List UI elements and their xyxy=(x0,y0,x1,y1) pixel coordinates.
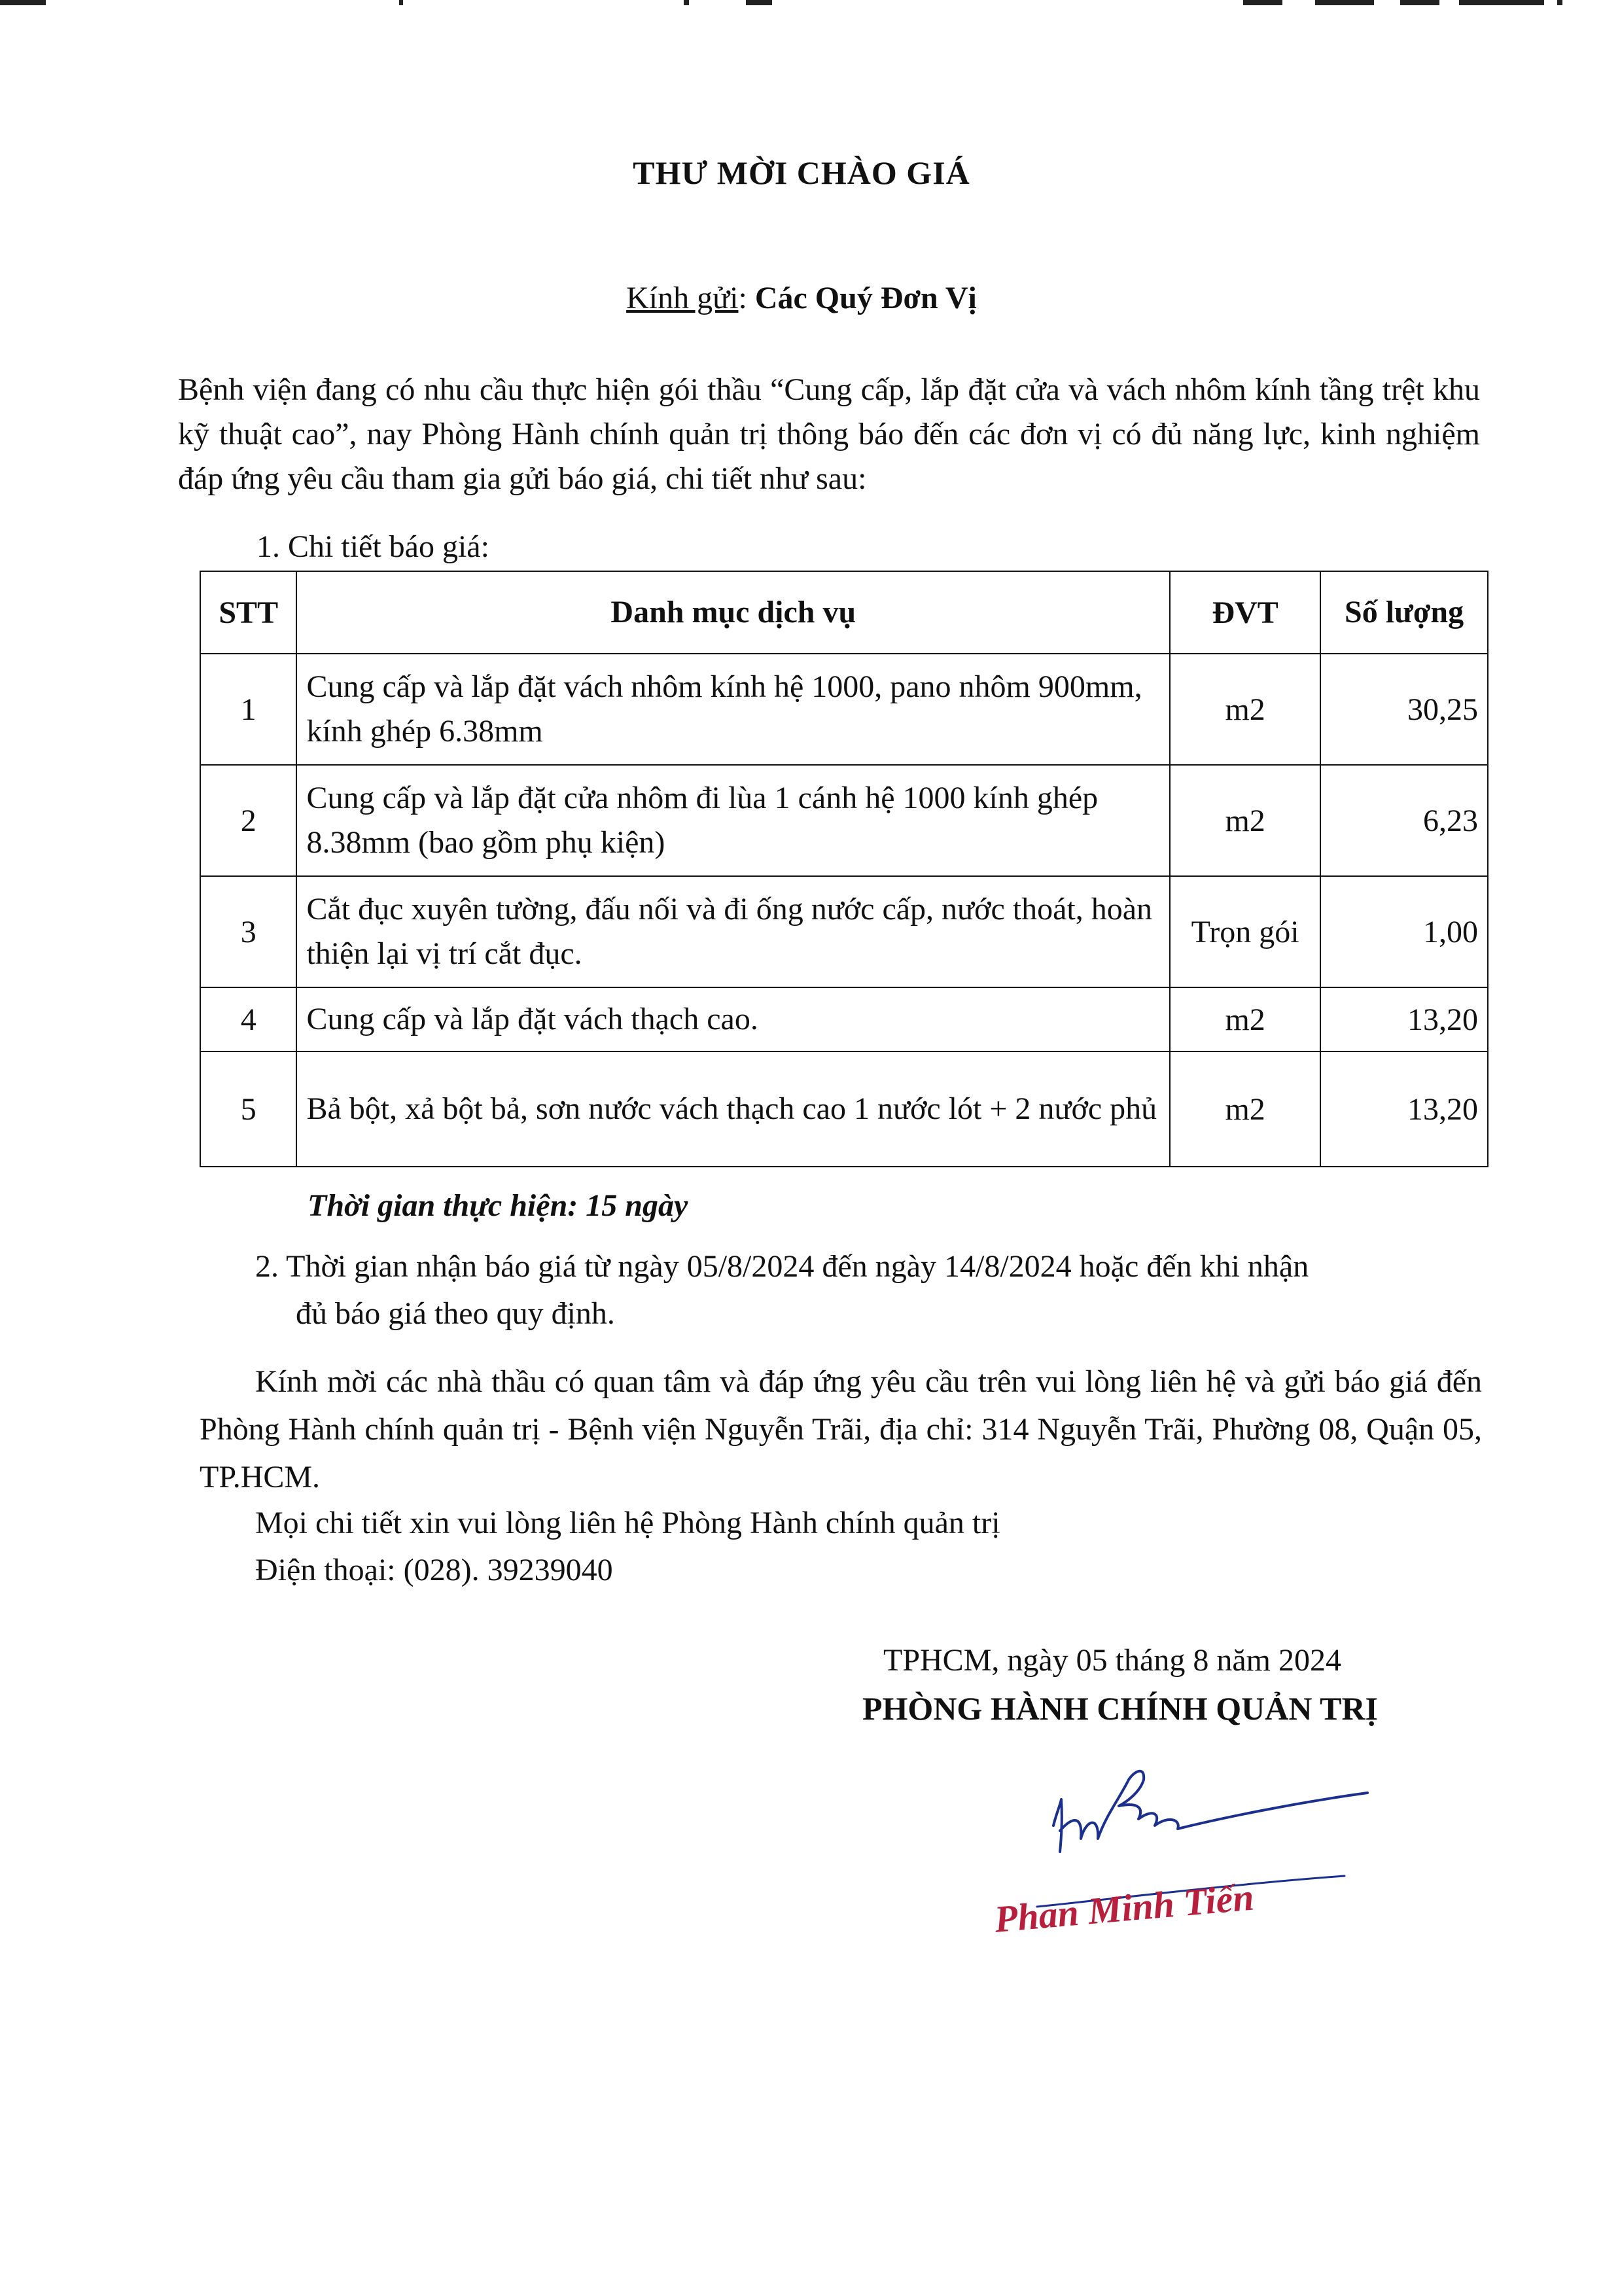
cell-qty: 1,00 xyxy=(1320,876,1488,987)
invitation-paragraph: Kính mời các nhà thầu có quan tâm và đáp ứng yêu cầu trên vui lòng liên hệ và gửi báo giá đến Phòng Hành chính quản trị - Bệnh viện Nguyễn Trãi, địa chỉ: 314 Nguyễn Trãi, Phường 08, Quận 05, TP.HCM. xyxy=(200,1364,1482,1494)
item2-paragraph xyxy=(255,1243,1485,1337)
execution-duration: Thời gian thực hiện: 15 ngày xyxy=(308,1188,688,1223)
greeting-colon: : xyxy=(738,281,755,315)
cell-qty: 30,25 xyxy=(1320,654,1488,765)
header-qty: Số lượng xyxy=(1320,571,1488,654)
cell-unit: m2 xyxy=(1170,987,1320,1051)
cell-unit: m2 xyxy=(1170,765,1320,876)
cell-unit: Trọn gói xyxy=(1170,876,1320,987)
greeting xyxy=(0,280,1603,316)
table-row xyxy=(200,654,1488,765)
cell-stt: 3 xyxy=(200,876,296,987)
greeting-label: Kính gửi xyxy=(626,281,739,315)
cell-name: Cắt đục xuyên tường, đấu nối và đi ống nước cấp, nước thoát, hoàn thiện lại vị trí cắt đục. xyxy=(296,876,1170,987)
cell-unit: m2 xyxy=(1170,1051,1320,1167)
document-title: THƯ MỜI CHÀO GIÁ xyxy=(633,154,970,191)
item2-line1: 2. Thời gian nhận báo giá từ ngày 05/8/2024 đến ngày 14/8/2024 hoặc đến khi nhận xyxy=(255,1249,1309,1284)
header-stt: STT xyxy=(200,571,296,654)
cell-name: Cung cấp và lắp đặt cửa nhôm đi lùa 1 cánh hệ 1000 kính ghép 8.38mm (bao gồm phụ kiện) xyxy=(296,765,1170,876)
table-row xyxy=(200,1051,1488,1167)
table-header-row xyxy=(200,571,1488,654)
cell-stt: 2 xyxy=(200,765,296,876)
cell-qty: 6,23 xyxy=(1320,765,1488,876)
cell-qty: 13,20 xyxy=(1320,987,1488,1051)
item2-line2: đủ báo giá theo quy định. xyxy=(296,1296,615,1331)
cell-name: Cung cấp và lắp đặt vách nhôm kính hệ 1000, pano nhôm 900mm, kính ghép 6.38mm xyxy=(296,654,1170,765)
handwritten-signature xyxy=(1021,1754,1374,1871)
department-name: PHÒNG HÀNH CHÍNH QUẢN TRỊ xyxy=(862,1690,1379,1727)
table-row xyxy=(200,765,1488,876)
cell-unit: m2 xyxy=(1170,654,1320,765)
quote-table xyxy=(200,571,1488,1167)
contact-line: Mọi chi tiết xin vui lòng liên hệ Phòng Hành chính quản trị xyxy=(255,1506,1000,1540)
phone-line: Điện thoại: (028). 39239040 xyxy=(255,1553,613,1587)
header-name: Danh mục dịch vụ xyxy=(296,571,1170,654)
item1-heading: 1. Chi tiết báo giá: xyxy=(256,529,489,564)
greeting-recipient: Các Quý Đơn Vị xyxy=(754,281,977,315)
cell-name: Cung cấp và lắp đặt vách thạch cao. xyxy=(296,987,1170,1051)
table-row xyxy=(200,876,1488,987)
cell-stt: 1 xyxy=(200,654,296,765)
header-unit: ĐVT xyxy=(1170,571,1320,654)
table-row xyxy=(200,987,1488,1051)
cell-qty: 13,20 xyxy=(1320,1051,1488,1167)
cell-name: Bả bột, xả bột bả, sơn nước vách thạch cao 1 nước lót + 2 nước phủ xyxy=(296,1051,1170,1167)
scan-edge-marks xyxy=(0,0,1603,8)
intro-paragraph: Bệnh viện đang có nhu cầu thực hiện gói thầu “Cung cấp, lắp đặt cửa và vách nhôm kính tầng trệt khu kỹ thuật cao”, nay Phòng Hành chính quản trị thông báo đến các đơn vị có đủ năng lực, kinh nghiệm đáp ứng yêu cầu tham gia gửi báo giá, chi tiết như sau: xyxy=(178,372,1480,496)
cell-stt: 5 xyxy=(200,1051,296,1167)
cell-stt: 4 xyxy=(200,987,296,1051)
signer-name: Phan Minh Tiến xyxy=(993,1875,1256,1941)
place-date: TPHCM, ngày 05 tháng 8 năm 2024 xyxy=(883,1643,1341,1678)
